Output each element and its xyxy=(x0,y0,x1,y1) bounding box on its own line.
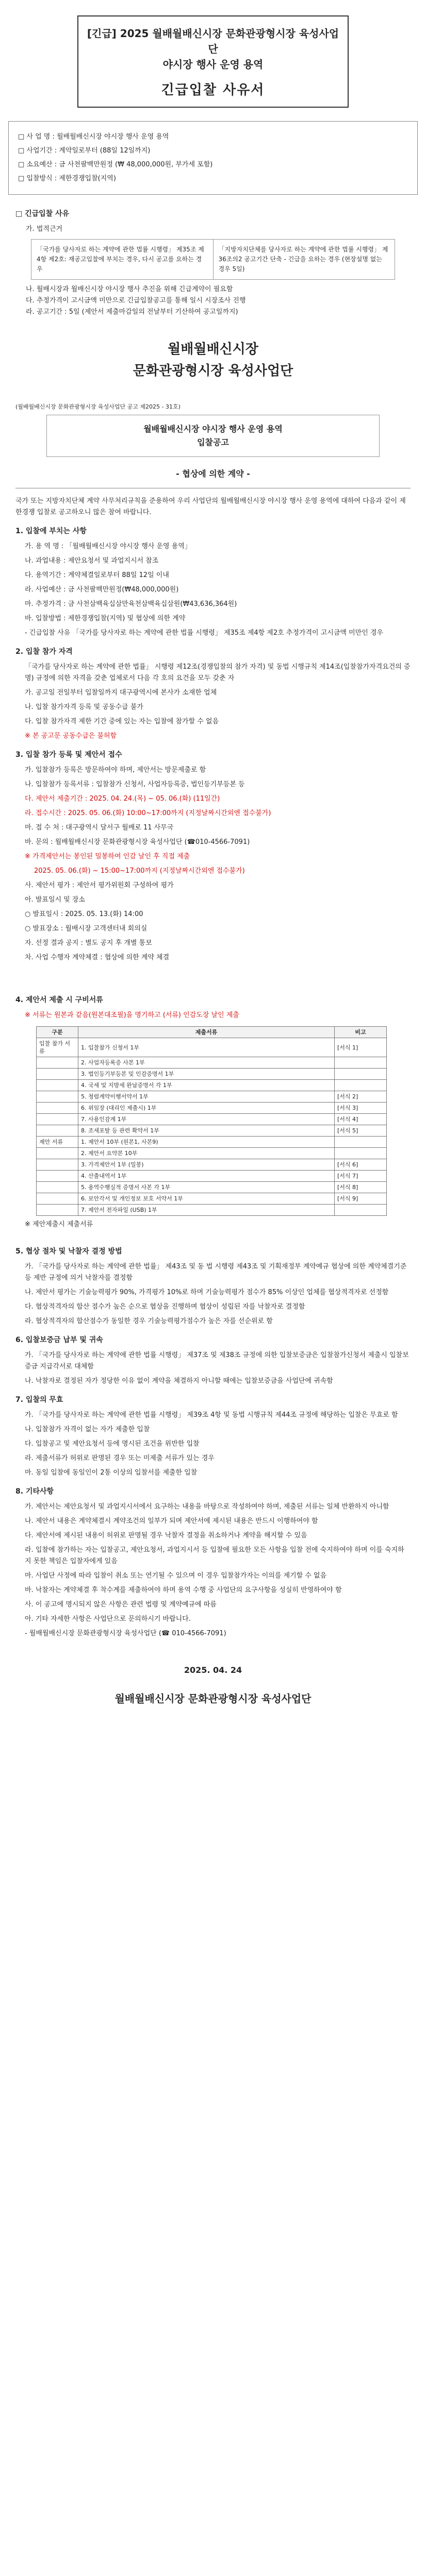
s3-deadline: ※ 가격제안서는 봉인된 밀봉하여 인감 날인 후 직접 제출 xyxy=(25,853,190,860)
table-cell: 5. 청렴계약이행서약서 1부 xyxy=(78,1091,335,1103)
table-cell: 6. 보안각서 및 개인정보 보호 서약서 1부 xyxy=(78,1193,335,1205)
law-note-box xyxy=(31,239,395,280)
summary-item: □ 사업기간 : 계약일로부터 (88일 12일까지) xyxy=(18,147,151,155)
table-cell: 3. 법인등기부등본 및 인감증명서 1부 xyxy=(78,1069,335,1080)
s3-line: 다. 제안서 제출기간 : 2025. 04. 24.(목) ~ 05. 06.(화) (11일간) xyxy=(25,795,220,803)
s5-line: 라. 협상적격자의 합산점수가 동일한 경우 기술능력평가점수가 높은 자를 선순위로 함 xyxy=(25,1317,273,1325)
table-cell: [서식 6] xyxy=(335,1159,387,1171)
s3-extra: ○ 발표장소 : 월배시장 고객센터내 회의실 xyxy=(25,925,148,933)
table-cell xyxy=(37,1114,78,1125)
table-cell xyxy=(37,1069,78,1080)
org-line-2: 문화관광형시장 육성사업단 xyxy=(133,363,293,379)
s3-extra: 사. 제안서 평가 : 제안서 평가위원회 구성하여 평가 xyxy=(25,882,174,889)
table-cell xyxy=(37,1182,78,1193)
law-note-right: 「지방자치단체를 당사자로 하는 계약에 관한 법률 시행령」 제36조의2 공고기간 단축 - 긴급을 요하는 경우 (현장설명 없는 경우 5일) xyxy=(218,246,388,273)
section-heading: □ 긴급입찰 사유 xyxy=(15,210,70,218)
s3-extra: ○ 발표일시 : 2025. 05. 13.(화) 14:00 xyxy=(25,910,143,918)
table-cell xyxy=(37,1205,78,1216)
s2-line: ※ 본 공고문 공동수급은 불허함 xyxy=(25,732,117,740)
s7-line: 마. 동일 입찰에 동일인이 2통 이상의 입찰서를 제출한 입찰 xyxy=(25,1469,198,1477)
notice-title-2: 입찰공고 xyxy=(197,437,229,447)
table-cell: 8. 조세포탈 등 관련 확약서 1부 xyxy=(78,1125,335,1137)
notice-intro: 국가 또는 지방자치단체 계약 사무처리규칙을 준용하여 우리 사업단의 월배월배신시장 야시장 행사 운영 용역에 대하여 다음과 같이 제한경쟁 입찰로 공고하오니 많은 참여 바랍니다. xyxy=(15,497,406,516)
table-body xyxy=(37,1038,387,1216)
s3-extra: 차. 사업 수행자 계약체결 : 협상에 의한 계약 체결 xyxy=(25,954,170,961)
s1-line: 마. 추정가격 : 금 사천삼백육십삼만육천삼백육십삼원(₩43,636,364원) xyxy=(25,600,237,608)
reason-p1: 가. 법적근거 xyxy=(26,225,63,233)
s3-extra: 아. 발표일시 및 장소 xyxy=(25,896,85,904)
table-header-cell: 구분 xyxy=(37,1027,78,1038)
s3-line: 라. 접수시간 : 2025. 05. 06.(화) 10:00~17:00까지 (지정날짜시간외엔 접수불가) xyxy=(25,809,271,817)
table-cell xyxy=(37,1159,78,1171)
document-signature: 월배월배신시장 문화관광형시장 육성사업단 xyxy=(114,1692,312,1705)
notice-title-1: 월배월배신시장 야시장 행사 운영 용역 xyxy=(143,424,283,434)
s2-line: 가. 공고일 전일부터 입찰일까지 대구광역시에 본사가 소재한 업체 xyxy=(25,689,217,697)
notice-reference: (월배월배신시장 문화관광형시장 육성사업단 공고 제2025 - 31호) xyxy=(15,403,181,410)
table-cell: 2. 제안서 요약본 10부 xyxy=(78,1148,335,1159)
s8-line: - 월배월배신시장 문화관광형시장 육성사업단 (☎ 010-4566-7091) xyxy=(25,1630,226,1637)
table-cell: 4. 국세 및 지방세 완납증명서 각 1부 xyxy=(78,1080,335,1091)
s5-line: 나. 제안서 평가는 기술능력평가 90%, 가격평가 10%로 하며 기술능력평가 점수가 85% 이상인 업체를 협상적격자로 선정함 xyxy=(25,1289,389,1296)
s3-line: 가. 입찰참가 등록은 방문하여야 하며, 제안서는 방문제출로 함 xyxy=(25,766,206,774)
table-header-row xyxy=(37,1027,387,1038)
s1-line: 나. 과업내용 : 제안요청서 및 과업지시서 참조 xyxy=(25,557,159,565)
table-cell: [서식 4] xyxy=(335,1114,387,1125)
table-cell: 5. 용역수행실적 증명서 사본 각 1부 xyxy=(78,1182,335,1193)
s1-line: 가. 용 역 명 : 「월배월배신시장 야시장 행사 운영 용역」 xyxy=(25,543,191,550)
table-cell xyxy=(37,1148,78,1159)
summary-item: □ 사 업 명 : 월배월배신시장 야시장 행사 운영 용역 xyxy=(18,133,169,141)
s3-extra: 자. 선정 결과 공지 : 별도 공지 후 개별 통보 xyxy=(25,939,152,947)
table-row xyxy=(37,1091,387,1103)
s5-line: 다. 협상적격자의 합산 점수가 높은 순으로 협상을 진행하며 협상이 성립된 자를 낙찰자로 결정함 xyxy=(25,1303,305,1311)
title-line-2: 야시장 행사 운영 용역 xyxy=(162,58,264,71)
table-cell: 1. 입찰참가 신청서 1부 xyxy=(78,1038,335,1057)
table-cell: 4. 산출내역서 1부 xyxy=(78,1171,335,1182)
table-row xyxy=(37,1114,387,1125)
s7-line: 다. 입찰공고 및 제안요청서 등에 명시된 조건을 위반한 입찰 xyxy=(25,1440,200,1448)
s7-line: 가. 「국가를 당사자로 하는 계약에 관한 법률 시행령」 제39조 4항 및 동법 시행규칙 제44조 규정에 해당하는 입찰은 무효로 함 xyxy=(25,1411,398,1419)
urgent-reason-section xyxy=(15,208,411,318)
s2-line: 「국가를 당사자로 하는 계약에 관한 법률」 시행령 제12조(경쟁입찰의 참가 자격) 및 동법 시행규칙 제14조(입찰참가자격요건의 증명) 규정에 의한 자격을 갖춘 업체로서 다음 각 호의 요건을 모두 갖춘 자 xyxy=(25,663,411,682)
reason-p4: 라. 공고기간 : 5일 (제안서 제출마감일의 전날부터 기산하여 공고일까지) xyxy=(26,308,238,316)
summary-item: □ 소요예산 : 금 사천팔백만원정 (₩ 48,000,000원, 부가세 포함) xyxy=(18,161,213,168)
table-cell xyxy=(37,1193,78,1205)
s8-line: 아. 기타 자세한 사항은 사업단으로 문의하시기 바랍니다. xyxy=(25,1615,191,1623)
s4-note: ※ 서류는 원본과 같음(원본대조필)을 명기하고 (서류) 인감도장 날인 제출 xyxy=(25,1011,239,1019)
s3-line: 바. 문의 : 월배월배신시장 문화관광형시장 육성사업단 (☎010-4566-7091) xyxy=(25,838,250,846)
table-cell: 3. 가격제안서 1부 (밀봉) xyxy=(78,1159,335,1171)
table-cell: 1. 제안서 10부 (원본1, 사본9) xyxy=(78,1137,335,1148)
table-cell xyxy=(335,1069,387,1080)
table-cell xyxy=(335,1080,387,1091)
table-row xyxy=(37,1182,387,1193)
table-cell xyxy=(37,1091,78,1103)
table-cell: [서식 8] xyxy=(335,1182,387,1193)
table-cell xyxy=(37,1125,78,1137)
table-row xyxy=(37,1148,387,1159)
table-cell: [서식 7] xyxy=(335,1171,387,1182)
s8-line: 다. 제안서에 제시된 내용이 허위로 판명될 경우 낙찰자 결정을 취소하거나 계약을 해지할 수 있음 xyxy=(25,1532,307,1539)
section-heading: 5. 협상 절차 및 낙찰자 결정 방법 xyxy=(15,1247,122,1256)
table-cell: 2. 사업자등록증 사본 1부 xyxy=(78,1057,335,1069)
org-line-1: 월배월배신시장 xyxy=(168,342,258,357)
table-row xyxy=(37,1069,387,1080)
notice-subtitle: - 협상에 의한 계약 - xyxy=(176,469,250,479)
s1-line: 다. 용역기간 : 계약체결일로부터 88일 12일 이내 xyxy=(25,571,169,579)
table-cell: [서식 2] xyxy=(335,1091,387,1103)
table-cell: 7. 제안서 전자파일 (USB) 1부 xyxy=(78,1205,335,1216)
s3-line: 나. 입찰참가 등록서류 : 입찰참가 신청서, 사업자등록증, 법인등기부등본 등 xyxy=(25,781,245,788)
table-cell: 제안 서류 xyxy=(37,1137,78,1148)
s6-line: 가. 「국가를 당사자로 하는 계약에 관한 법률 시행령」 제37조 및 제38조 규정에 의한 입찰보증금은 입찰참가신청서 제출시 입찰보증금 지급각서로 대체함 xyxy=(25,1351,409,1370)
reason-p2: 나. 월배시장과 월배신시장 야시장 행사 추진을 위해 긴급계약이 필요함 xyxy=(26,285,233,293)
s8-line: 라. 입찰에 참가하는 자는 입찰공고, 제안요청서, 과업지시서 등 입찰에 필요한 모든 사항을 입찰 전에 숙지하여야 하며 이를 숙지하지 못한 책임은 입찰자에게 있음 xyxy=(25,1546,404,1565)
s3-line: 마. 접 수 처 : 대구광역시 달서구 월배로 11 사무국 xyxy=(25,824,174,832)
title-box xyxy=(77,15,349,108)
s7-line: 라. 제출서류가 허위로 판명된 경우 또는 미제출 서류가 있는 경우 xyxy=(25,1454,215,1462)
s6-line: 나. 낙찰자로 결정된 자가 정당한 이유 없이 계약을 체결하지 아니할 때에는 입찰보증금을 사업단에 귀속함 xyxy=(25,1377,333,1385)
s1-line: 라. 사업예산 : 금 사천팔백만원정(₩48,000,000원) xyxy=(25,586,179,594)
table-cell xyxy=(37,1057,78,1069)
table-row xyxy=(37,1159,387,1171)
table-cell xyxy=(37,1103,78,1114)
table-cell xyxy=(335,1148,387,1159)
section-heading: 1. 입찰에 부치는 사항 xyxy=(15,527,87,535)
s8-line: 나. 제안서 내용은 계약체결시 계약조건의 일부가 되며 제안서에 제시된 내용은 반드시 이행하여야 함 xyxy=(25,1517,318,1525)
table-cell xyxy=(37,1080,78,1091)
notice-title-box xyxy=(46,415,380,457)
section-heading: 4. 제안서 제출 시 구비서류 xyxy=(15,996,103,1004)
reason-p3: 다. 추정가격이 고시금액 미만으로 긴급입찰공고를 통해 일시 시장조사 진행 xyxy=(26,297,246,304)
table-row xyxy=(37,1125,387,1137)
table-row xyxy=(37,1080,387,1091)
table-cell: 7. 사용인감계 1부 xyxy=(78,1114,335,1125)
section-heading: 8. 기타사항 xyxy=(15,1487,54,1496)
s8-line: 바. 낙찰자는 계약체결 후 착수계를 제출하여야 하며 용역 수행 중 사업단의 요구사항을 성실히 반영하여야 함 xyxy=(25,1586,342,1594)
s7-line: 나. 입찰참가 자격이 없는 자가 제출한 입찰 xyxy=(25,1426,150,1433)
table-row xyxy=(37,1038,387,1057)
section-heading: 3. 입찰 참가 등록 및 제안서 접수 xyxy=(15,751,122,759)
s8-line: 마. 사업단 사정에 따라 입찰이 취소 또는 연기될 수 있으며 이 경우 입찰참가자는 이의를 제기할 수 없음 xyxy=(25,1572,327,1580)
s8-line: 가. 제안서는 제안요청서 및 과업지시서에서 요구하는 내용을 바탕으로 작성하여야 하며, 제출된 서류는 일체 반환하지 아니함 xyxy=(25,1503,389,1511)
s4-foot: ※ 제안제출시 제출서류 xyxy=(25,1221,93,1228)
s1-note: - 긴급입찰 사유 「국가를 당사자로 하는 계약에 관한 법률 시행령」 제35조 제4항 제2호 추정가격이 고시금액 미만인 경우 xyxy=(25,629,384,637)
table-row xyxy=(37,1137,387,1148)
table-header-cell: 제출서류 xyxy=(78,1027,335,1038)
title-line-1: [긴급] 2025 월배월배신시장 문화관광형시장 육성사업단 xyxy=(87,27,339,55)
section-heading: 2. 입찰 참가 자격 xyxy=(15,648,73,656)
table-cell: [서식 3] xyxy=(335,1103,387,1114)
summary-item: □ 입찰방식 : 제한경쟁입찰(지역) xyxy=(18,175,116,182)
table-cell: [서식 1] xyxy=(335,1038,387,1057)
table-row xyxy=(37,1171,387,1182)
s3-deadline-2: 2025. 05. 06.(화) ~ 15:00~17:00까지 (지정날짜시간외엔 접수불가) xyxy=(34,867,245,875)
table-row xyxy=(37,1205,387,1216)
summary-box xyxy=(8,121,418,195)
table-cell xyxy=(37,1171,78,1182)
table-cell xyxy=(335,1137,387,1148)
s1-line: 바. 입찰방법 : 제한경쟁입찰(지역) 및 협상에 의한 계약 xyxy=(25,615,186,622)
table-cell: 6. 위임장 (대리인 제출시) 1부 xyxy=(78,1103,335,1114)
table-header-cell: 비고 xyxy=(335,1027,387,1038)
s2-line: 나. 입찰 참가자격 등록 및 공동수급 불가 xyxy=(25,703,143,711)
table-cell: [서식 5] xyxy=(335,1125,387,1137)
title-line-3: 긴급입찰 사유서 xyxy=(161,82,265,98)
section-heading: 6. 입찰보증금 납부 및 귀속 xyxy=(15,1336,103,1344)
section-heading: 7. 입찰의 무효 xyxy=(15,1396,63,1404)
table-cell xyxy=(335,1057,387,1069)
table-row xyxy=(37,1103,387,1114)
s8-line: 사. 이 공고에 명시되지 않은 사항은 관련 법령 및 계약예규에 따름 xyxy=(25,1601,217,1608)
table-cell: 입찰 참가 서류 xyxy=(37,1038,78,1057)
s2-line: 다. 입찰 참가자격 제한 기간 중에 있는 자는 입찰에 참가할 수 없음 xyxy=(25,718,219,725)
law-note-left: 「국가를 당사자로 하는 계약에 관한 법률 시행령」 제35조 제4항 제2호: 재공고입찰에 부치는 경우, 다시 공고를 요하는 경우 xyxy=(31,240,214,279)
table-cell: [서식 9] xyxy=(335,1193,387,1205)
notice-block xyxy=(15,402,411,1705)
attachments-table xyxy=(36,1026,387,1216)
table-cell xyxy=(335,1205,387,1216)
table-row xyxy=(37,1193,387,1205)
table-row xyxy=(37,1057,387,1069)
document-date: 2025. 04. 24 xyxy=(184,1665,242,1675)
s5-line: 가. 「국가를 당사자로 하는 계약에 관한 법률」 제43조 및 동 법 시행령 제43조 및 기획재정부 계약예규 협상에 의한 계약체결기준 등 제반 규정에 의거 낙찰자를 결정함 xyxy=(25,1263,407,1282)
org-block xyxy=(0,338,426,382)
